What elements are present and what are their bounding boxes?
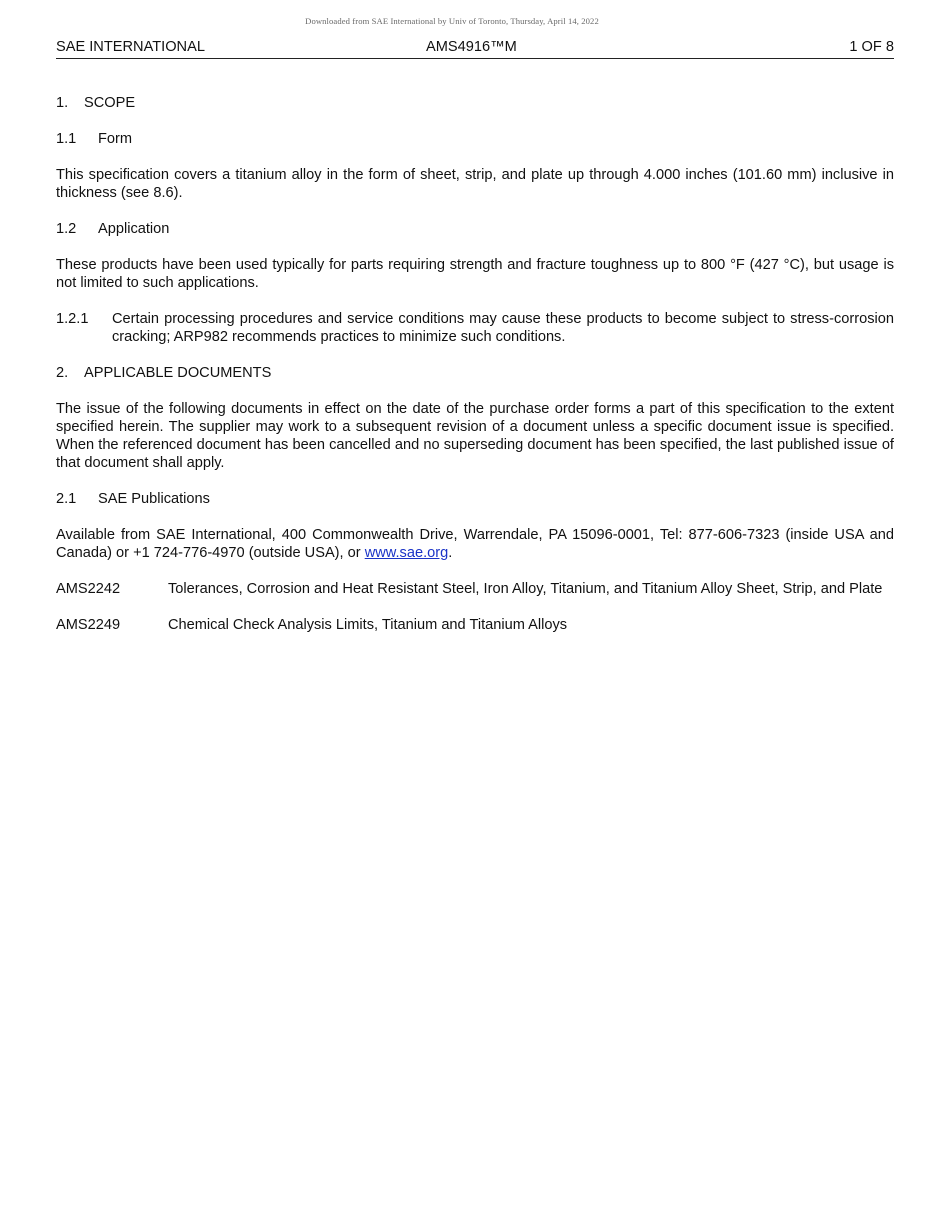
application-paragraph: These products have been used typically for parts requiring strength and fracture toughness up to 800 °F (427 °C), but usage is not limited to such applications. (56, 257, 894, 291)
applicable-documents-paragraph: The issue of the following documents in effect on the date of the purchase order forms a part of this specification to the extent specified herein. The supplier may work to a subsequent revision of a document unless a specific document issue is specified. When the referenced document has been cancelled and no superseding document has been specified, the last published issue of that document shall apply. (56, 401, 894, 471)
section-title: SAE Publications (98, 491, 210, 507)
page-number: 1 OF 8 (849, 39, 894, 55)
section-title: Form (98, 131, 133, 147)
availability-text-end: . (448, 545, 453, 561)
availability-text: Available from SAE International, 400 Commonwealth Drive, Warrendale, PA 15096-0001, Tel: 877-606-7323 (inside USA and Canada) or +1 724-776-4970 (outside USA), or (56, 527, 894, 561)
section-form-heading (56, 130, 894, 148)
section-application-heading (56, 220, 894, 238)
section-title: Application (98, 221, 170, 237)
section-number: 1.1 (56, 131, 77, 147)
section-number: 1. (56, 95, 69, 111)
section-number: 2.1 (56, 491, 77, 507)
section-number: 1.2 (56, 221, 77, 237)
section-number: 2. (56, 365, 69, 381)
section-title: SCOPE (84, 95, 136, 111)
reference-title: Chemical Check Analysis Limits, Titanium and Titanium Alloys (168, 617, 568, 633)
section-sae-publications-heading (56, 490, 894, 508)
reference-entry (56, 616, 894, 634)
document-body (56, 94, 894, 652)
subsection-1-2-1 (56, 310, 894, 346)
sae-publications-paragraph (56, 526, 894, 562)
publisher-name: SAE INTERNATIONAL (56, 39, 205, 55)
section-applicable-documents-heading (56, 364, 894, 382)
reference-entry (56, 580, 894, 598)
document-number: AMS4916™M (426, 39, 517, 55)
download-watermark: Downloaded from SAE International by Univ of Toronto, Thursday, April 14, 2022 (305, 16, 599, 26)
reference-title: Tolerances, Corrosion and Heat Resistant Steel, Iron Alloy, Titanium, and Titanium Alloy Sheet, Strip, and Plate (168, 581, 883, 597)
form-paragraph: This specification covers a titanium alloy in the form of sheet, strip, and plate up through 4.000 inches (101.60 mm) inclusive in thickness (see 8.6). (56, 167, 894, 201)
reference-code: AMS2242 (56, 581, 121, 597)
section-scope-heading (56, 94, 894, 112)
sae-website-link[interactable]: www.sae.org (364, 545, 449, 561)
subsection-number: 1.2.1 (56, 311, 89, 327)
section-title: APPLICABLE DOCUMENTS (84, 365, 272, 381)
reference-code: AMS2249 (56, 617, 121, 633)
page-header (56, 38, 894, 59)
subsection-text: Certain processing procedures and service conditions may cause these products to become subject to stress-corrosion cracking; ARP982 recommends practices to minimize such conditions. (112, 311, 894, 345)
